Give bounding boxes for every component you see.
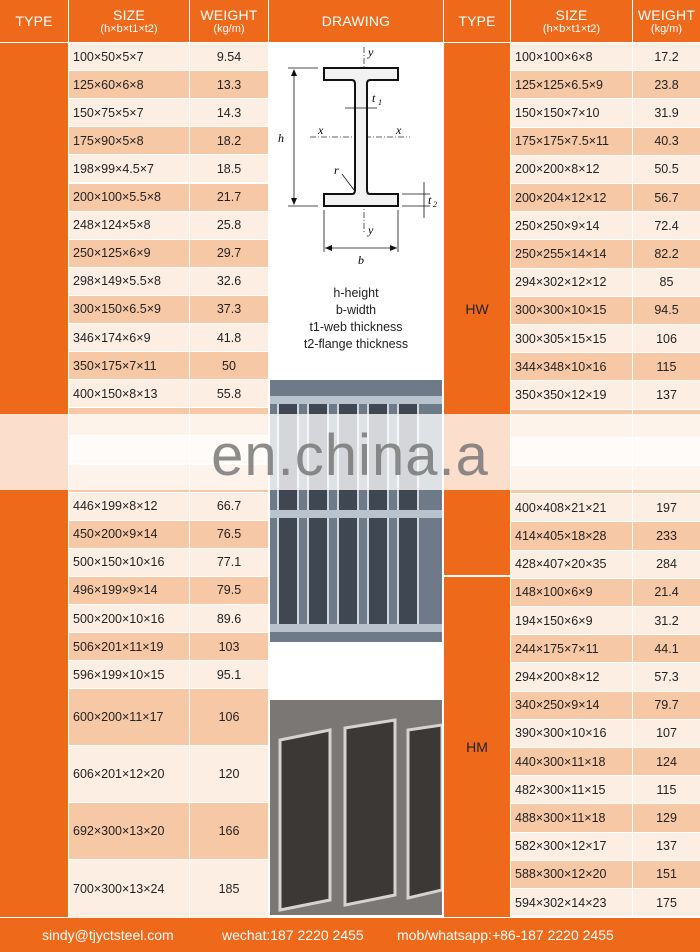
left-weight-cell: 18.5 xyxy=(190,155,268,183)
header-size-sub: (h×b×t1×t2) xyxy=(100,22,158,35)
right-size-cell: 488×300×11×18 xyxy=(511,804,632,832)
right-size-cell: 244×175×7×11 xyxy=(511,635,632,663)
footer-wechat: wechat:187 2220 2455 xyxy=(222,927,364,943)
right-size-cell: 390×300×10×16 xyxy=(511,720,632,748)
left-weight-cell: 25.8 xyxy=(190,212,268,240)
label-b: b xyxy=(358,253,364,267)
type-hm-label: HM xyxy=(466,739,488,755)
left-size-cell: 506×201×11×19 xyxy=(69,633,189,661)
right-weight-cell: 137 xyxy=(633,381,700,409)
header-size-right xyxy=(511,0,632,42)
label-t2: t xyxy=(428,193,432,207)
header-weight-label: WEIGHT xyxy=(200,6,258,23)
right-size-cell: 150×150×7×10 xyxy=(511,99,632,127)
right-size-cell: 294×302×12×12 xyxy=(511,269,632,297)
type-cell-hw xyxy=(444,43,510,575)
left-weight-cell: 166 xyxy=(190,803,268,860)
right-weight-cell: 129 xyxy=(633,804,700,832)
left-weight-cell: 77.1 xyxy=(190,549,268,577)
right-weight-cell: 115 xyxy=(633,353,700,381)
left-size-cell: 125×60×6×8 xyxy=(69,71,189,99)
left-weight-cell: 14.3 xyxy=(190,99,268,127)
left-size-cell: 606×201×12×20 xyxy=(69,746,189,803)
right-weight-cell: 233 xyxy=(633,522,700,550)
right-size-cell: 582×300×12×17 xyxy=(511,833,632,861)
right-weight-cell: 284 xyxy=(633,551,700,579)
header-drawing-label: DRAWING xyxy=(321,12,391,29)
left-weight-cell: 29.7 xyxy=(190,240,268,268)
left-weight-cell: 32.6 xyxy=(190,268,268,296)
label-x-right: x xyxy=(396,123,402,137)
right-size-cell: 414×405×18×28 xyxy=(511,522,632,550)
left-size-cell: 496×199×9×14 xyxy=(69,577,189,605)
footer-whatsapp: mob/whatsapp:+86-187 2220 2455 xyxy=(397,927,614,943)
right-size-cell: 200×204×12×12 xyxy=(511,184,632,212)
left-size-cell: 400×150×8×13 xyxy=(69,380,189,408)
right-size-cell: 300×300×10×15 xyxy=(511,297,632,325)
left-size-cell: 250×125×6×9 xyxy=(69,240,189,268)
header-type-right xyxy=(444,0,510,42)
label-t1-sub: 1 xyxy=(378,98,382,107)
right-size-cell: 100×100×6×8 xyxy=(511,43,632,71)
right-weight-cell: 31.2 xyxy=(633,607,700,635)
header-weight-label-right: WEIGHT xyxy=(637,6,696,23)
left-size-cell: 298×149×5.5×8 xyxy=(69,268,189,296)
right-weight-cell: 79.7 xyxy=(633,692,700,720)
left-weight-cell: 41.8 xyxy=(190,324,268,352)
left-size-cell: 500×200×10×16 xyxy=(69,605,189,633)
right-size-cell: 428×407×20×35 xyxy=(511,551,632,579)
h-beam-cross-section xyxy=(270,42,442,282)
right-weight-cell: 94.5 xyxy=(633,297,700,325)
label-h: h xyxy=(278,131,284,145)
right-weight-cell: 124 xyxy=(633,748,700,776)
right-weight-cell: 56.7 xyxy=(633,184,700,212)
legend-height: h-height xyxy=(333,286,379,300)
left-weight-cell: 106 xyxy=(190,689,268,746)
label-t1: t xyxy=(372,91,376,105)
legend-width: b-width xyxy=(335,303,377,317)
right-size-cell: 175×175×7.5×11 xyxy=(511,128,632,156)
right-size-cell: 588×300×12×20 xyxy=(511,861,632,889)
left-weight-cell: 50 xyxy=(190,352,268,380)
header-size-label-right: SIZE xyxy=(555,6,588,23)
left-size-cell: 600×200×11×17 xyxy=(69,689,189,746)
watermark-text: en.china.a xyxy=(211,423,489,488)
left-size-cell: 596×199×10×15 xyxy=(69,661,189,689)
header-drawing xyxy=(269,0,443,42)
left-weight-cell: 66.7 xyxy=(190,493,268,521)
header-weight-right xyxy=(633,0,700,42)
header-type-left xyxy=(0,0,68,42)
left-size-cell: 300×150×6.5×9 xyxy=(69,296,189,324)
right-size-cell: 125×125×6.5×9 xyxy=(511,71,632,99)
right-weight-cell: 197 xyxy=(633,494,700,522)
right-size-cell: 440×300×11×18 xyxy=(511,748,632,776)
label-y-top: y xyxy=(368,45,374,59)
header-size-label: SIZE xyxy=(113,6,145,23)
right-size-cell: 300×305×15×15 xyxy=(511,325,632,353)
right-weight-cell: 137 xyxy=(633,833,700,861)
right-size-cell: 294×200×8×12 xyxy=(511,663,632,691)
left-size-cell: 346×174×6×9 xyxy=(69,324,189,352)
right-size-cell: 250×250×9×14 xyxy=(511,212,632,240)
left-size-cell: 350×175×7×11 xyxy=(69,352,189,380)
left-size-cell: 446×199×8×12 xyxy=(69,493,189,521)
right-weight-cell: 57.3 xyxy=(633,663,700,691)
right-weight-cell: 175 xyxy=(633,889,700,917)
left-weight-cell: 55.8 xyxy=(190,380,268,408)
right-size-cell: 250×255×14×14 xyxy=(511,240,632,268)
legend-web-thickness: t1-web thickness xyxy=(309,320,403,334)
header-size-sub-right: (h×b×t1×t2) xyxy=(542,22,601,35)
right-weight-cell: 151 xyxy=(633,861,700,889)
left-weight-cell: 103 xyxy=(190,633,268,661)
right-size-cell: 340×250×9×14 xyxy=(511,692,632,720)
type-cell-hm xyxy=(444,577,510,917)
right-weight-cell: 82.2 xyxy=(633,240,700,268)
right-size-cell: 350×350×12×19 xyxy=(511,381,632,409)
right-weight-cell: 21.4 xyxy=(633,579,700,607)
right-weight-cell: 106 xyxy=(633,325,700,353)
right-weight-cell: 23.8 xyxy=(633,71,700,99)
right-size-cell: 594×302×14×23 xyxy=(511,889,632,917)
left-size-cell: 692×300×13×20 xyxy=(69,803,189,860)
right-size-cell: 482×300×11×15 xyxy=(511,776,632,804)
header-type-label: TYPE xyxy=(15,12,53,29)
right-weight-cell: 44.1 xyxy=(633,635,700,663)
header-weight-left xyxy=(190,0,268,42)
right-weight-cell: 107 xyxy=(633,720,700,748)
right-size-cell: 148×100×6×9 xyxy=(511,579,632,607)
type-hw-label: HW xyxy=(465,301,489,317)
right-weight-cell: 85 xyxy=(633,269,700,297)
right-weight-cell: 17.2 xyxy=(633,43,700,71)
left-size-cell: 175×90×5×8 xyxy=(69,127,189,155)
footer-email: sindy@tjyctsteel.com xyxy=(42,927,174,943)
header-weight-sub: (kg/m) xyxy=(213,22,245,35)
header-weight-sub-right: (kg/m) xyxy=(650,22,683,35)
left-weight-cell: 89.6 xyxy=(190,605,268,633)
left-weight-cell: 76.5 xyxy=(190,521,268,549)
right-size-cell: 200×200×8×12 xyxy=(511,156,632,184)
left-weight-cell: 21.7 xyxy=(190,184,268,212)
left-weight-cell: 120 xyxy=(190,746,268,803)
header-size-left xyxy=(69,0,189,42)
left-size-cell: 450×200×9×14 xyxy=(69,521,189,549)
left-weight-cell: 185 xyxy=(190,860,268,919)
left-weight-cell: 95.1 xyxy=(190,661,268,689)
left-size-cell: 150×75×5×7 xyxy=(69,99,189,127)
left-size-cell: 198×99×4.5×7 xyxy=(69,155,189,183)
right-weight-cell: 40.3 xyxy=(633,128,700,156)
right-weight-cell: 50.5 xyxy=(633,156,700,184)
right-size-cell: 194×150×6×9 xyxy=(511,607,632,635)
left-size-cell: 248×124×5×8 xyxy=(69,212,189,240)
left-size-cell: 500×150×10×16 xyxy=(69,549,189,577)
right-weight-cell: 31.9 xyxy=(633,99,700,127)
left-size-cell: 700×300×13×24 xyxy=(69,860,189,919)
right-weight-cell: 115 xyxy=(633,776,700,804)
left-weight-cell: 13.3 xyxy=(190,71,268,99)
left-weight-cell: 37.3 xyxy=(190,296,268,324)
left-size-cell: 200×100×5.5×8 xyxy=(69,184,189,212)
left-size-cell: 100×50×5×7 xyxy=(69,43,189,71)
right-size-cell: 344×348×10×16 xyxy=(511,353,632,381)
label-y-bottom: y xyxy=(368,223,374,237)
label-t2-sub: 2 xyxy=(433,200,437,209)
h-beam-closeup-illustration xyxy=(270,700,442,915)
left-weight-cell: 18.2 xyxy=(190,127,268,155)
h-beam-photo-closeup xyxy=(270,700,442,915)
label-x-left: x xyxy=(318,123,324,137)
contact-footer xyxy=(0,918,700,952)
header-type-label-right: TYPE xyxy=(458,12,496,29)
right-size-cell: 400×408×21×21 xyxy=(511,494,632,522)
right-weight-cell: 72.4 xyxy=(633,212,700,240)
legend-flange-thickness: t2-flange thickness xyxy=(303,337,409,351)
left-weight-cell: 9.54 xyxy=(190,43,268,71)
left-weight-cell: 79.5 xyxy=(190,577,268,605)
label-r: r xyxy=(334,163,339,177)
